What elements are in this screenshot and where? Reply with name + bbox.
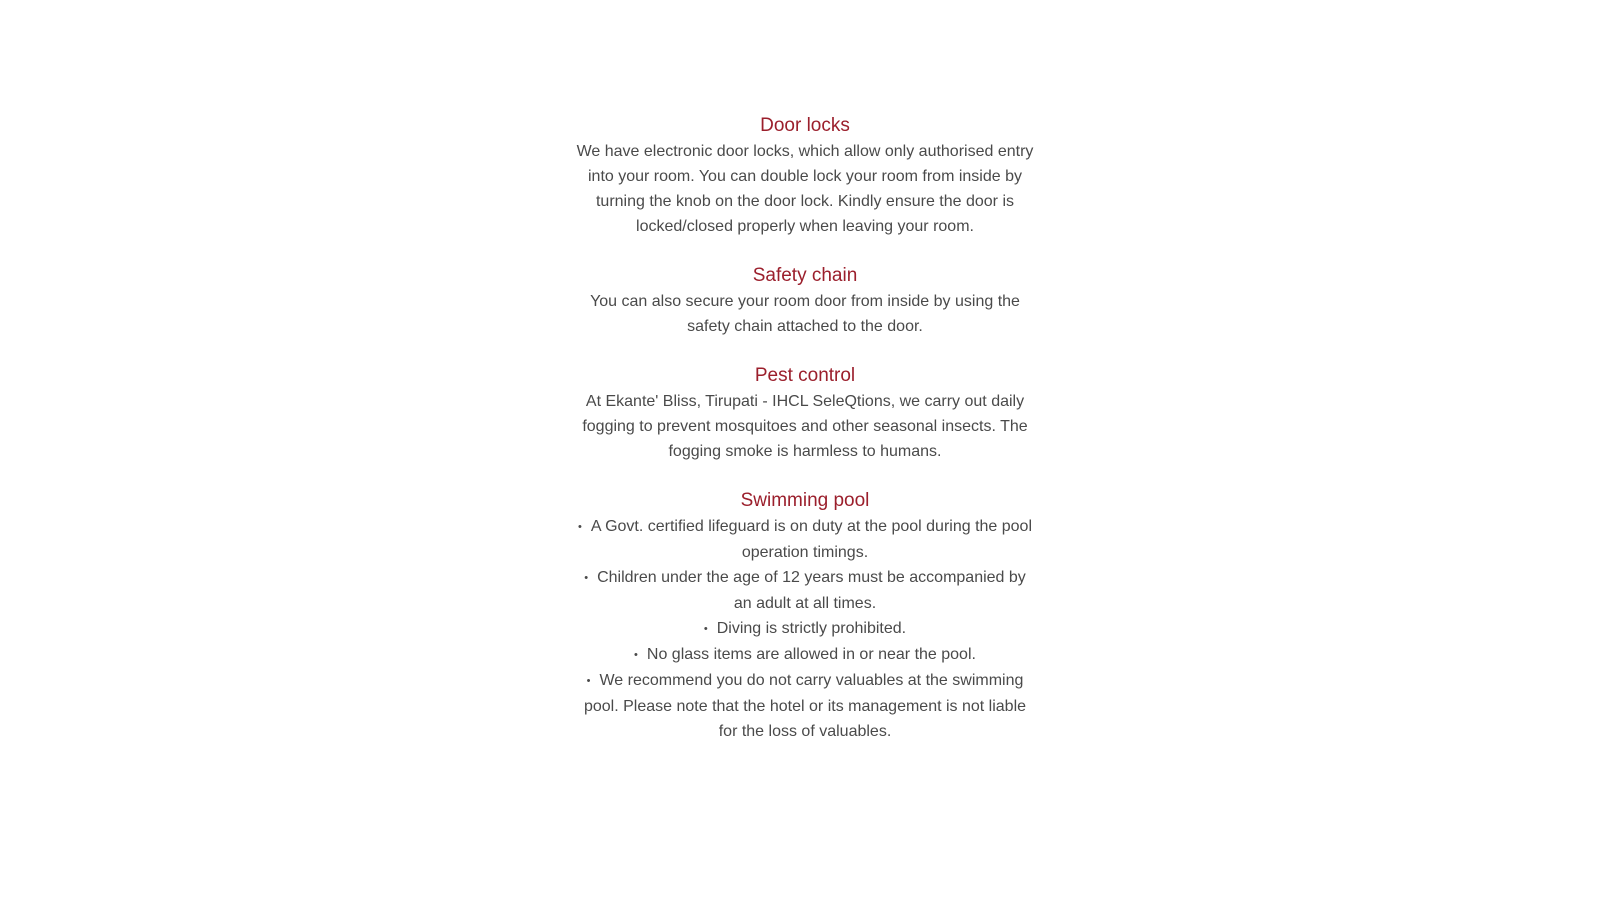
safety-chain-heading: Safety chain	[752, 265, 858, 286]
safety-chain-text: You can also secure your room door from inside by using the safety chain attached to the door.	[590, 293, 1020, 335]
swimming-pool-rules-list	[575, 514, 1035, 744]
list-item	[575, 565, 1035, 616]
section-door-locks	[575, 113, 1035, 239]
swimming-pool-heading: Swimming pool	[740, 490, 870, 511]
bullet-icon: •	[703, 623, 708, 635]
door-locks-heading: Door locks	[760, 115, 850, 136]
section-pest-control	[575, 363, 1035, 464]
list-item	[575, 668, 1035, 744]
section-swimming-pool	[575, 488, 1035, 744]
door-locks-text: We have electronic door locks, which allow only authorised entry into your room. You can double lock your room from inside by turning the knob on the door lock. Kindly ensure the door is locked/closed properly when leaving your room.	[576, 143, 1034, 235]
list-item-text: No glass items are allowed in or near the pool.	[646, 646, 976, 663]
list-item-text: Children under the age of 12 years must be accompanied by an adult at all times.	[597, 569, 1026, 612]
safety-info-content	[575, 113, 1035, 768]
pest-control-text: At Ekante' Bliss, Tirupati - IHCL SeleQtions, we carry out daily fogging to prevent mosquitoes and other seasonal insects. The fogging smoke is harmless to humans.	[582, 393, 1028, 460]
bullet-icon: •	[584, 572, 589, 584]
list-item-text: Diving is strictly prohibited.	[716, 620, 907, 637]
list-item	[575, 616, 1035, 642]
bullet-icon: •	[634, 649, 638, 661]
list-item-text: We recommend you do not carry valuables at the swimming pool. Please note that the hotel or its management is not liable for the loss of valuables.	[583, 672, 1027, 740]
bullet-icon: •	[577, 521, 582, 533]
list-item	[575, 642, 1035, 668]
list-item-text: A Govt. certified lifeguard is on duty at the pool during the pool operation timings.	[590, 518, 1033, 561]
bullet-icon: •	[586, 675, 591, 687]
pest-control-heading: Pest control	[754, 365, 856, 386]
section-safety-chain	[575, 263, 1035, 339]
list-item	[575, 514, 1035, 565]
